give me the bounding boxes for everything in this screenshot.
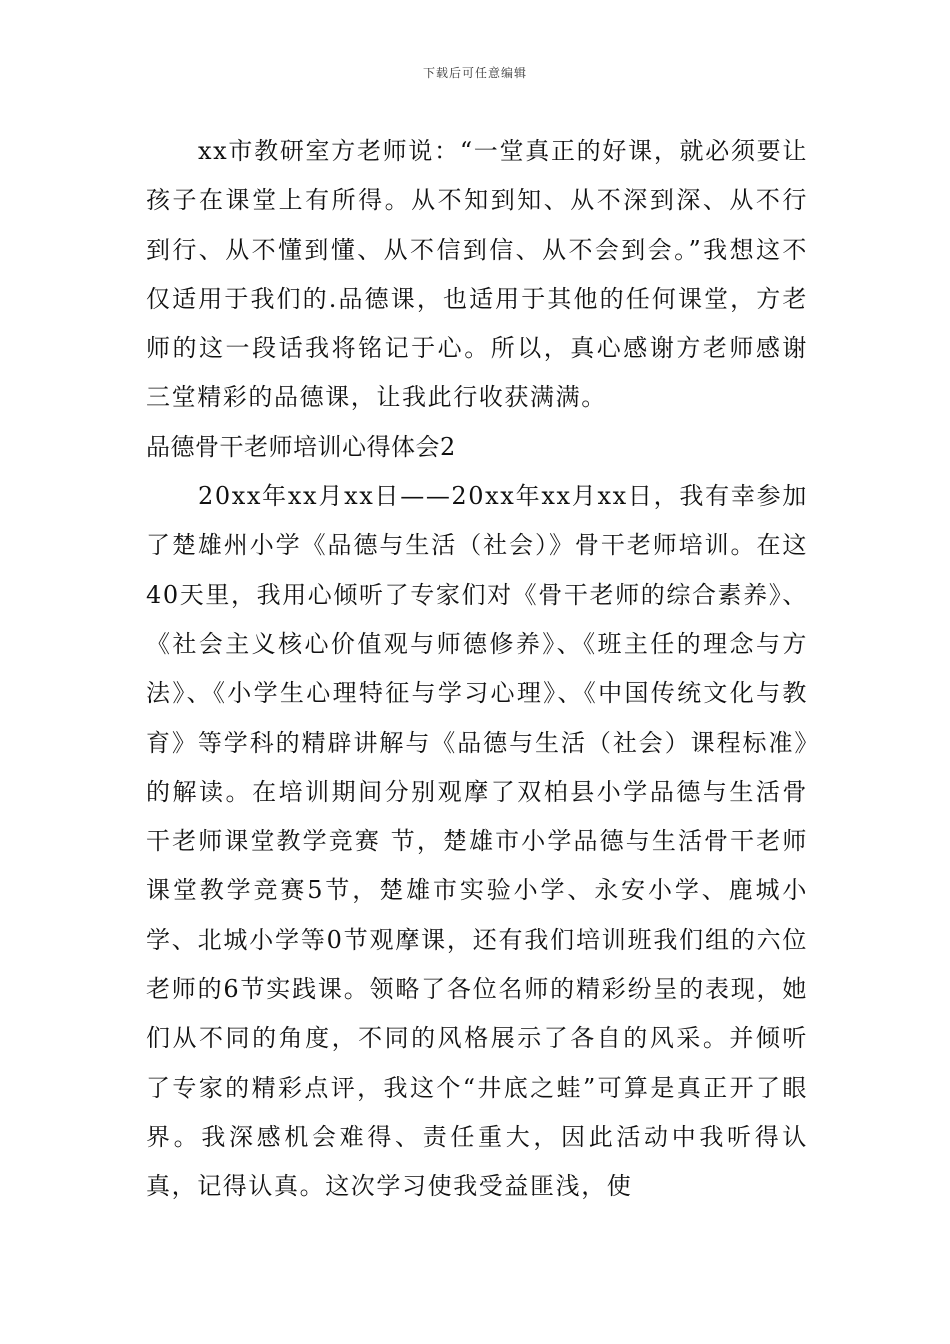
page-header: 下载后可任意编辑 <box>422 66 527 80</box>
paragraph-2: 20xx年xx月xx日——20xx年xx月xx日，我有幸参加了楚雄州小学《品德与生活（社会）》骨干老师培训。在这40天里，我用心倾听了专家们对《骨干老师的综合素养》、《社会主义核心价值观与师德修养》、《班主任的理念与方法》、《小学生心理特征与学习心理》、《中国传统文化与教育》等学科的精辟讲解与《品德与生活（社会）课程标准》的解读。在培训期间分别观摩了双柏县小学品德与生活骨干老师课堂教学竞赛 节，楚雄市小学品德与生活骨干老师课堂教学竞赛5节，楚雄市实验小学、永安小学、鹿城小学、北城小学等0节观摩课，还有我们培训班我们组的六位老师的6节实践课。领略了各位名师的精彩纷呈的表现，她们从不同的角度，不同的风格展示了各自的风采。并倾听了专家的精彩点评，我这个“井底之蛙”可算是真正开了眼界。我深感机会难得、责任重大，因此活动中我听得认真，记得认真。这次学习使我受益匪浅，使 <box>146 482 808 1201</box>
section-heading: 品德骨干老师培训心得体会2 <box>146 432 456 461</box>
paragraph-1: xx市教研室方老师说：“一堂真正的好课，就必须要让孩子在课堂上有所得。从不知到知、从不深到深、从不行到行、从不懂到懂、从不信到信、从不会到会。”我想这不仅适用于我们的.品德课，也适用于其他的任何课堂，方老师的这一段话我将铭记于心。所以，真心感谢方老师感谢三堂精彩的品德课，让我此行收获满满。 <box>146 137 808 412</box>
document-body <box>146 127 808 1212</box>
